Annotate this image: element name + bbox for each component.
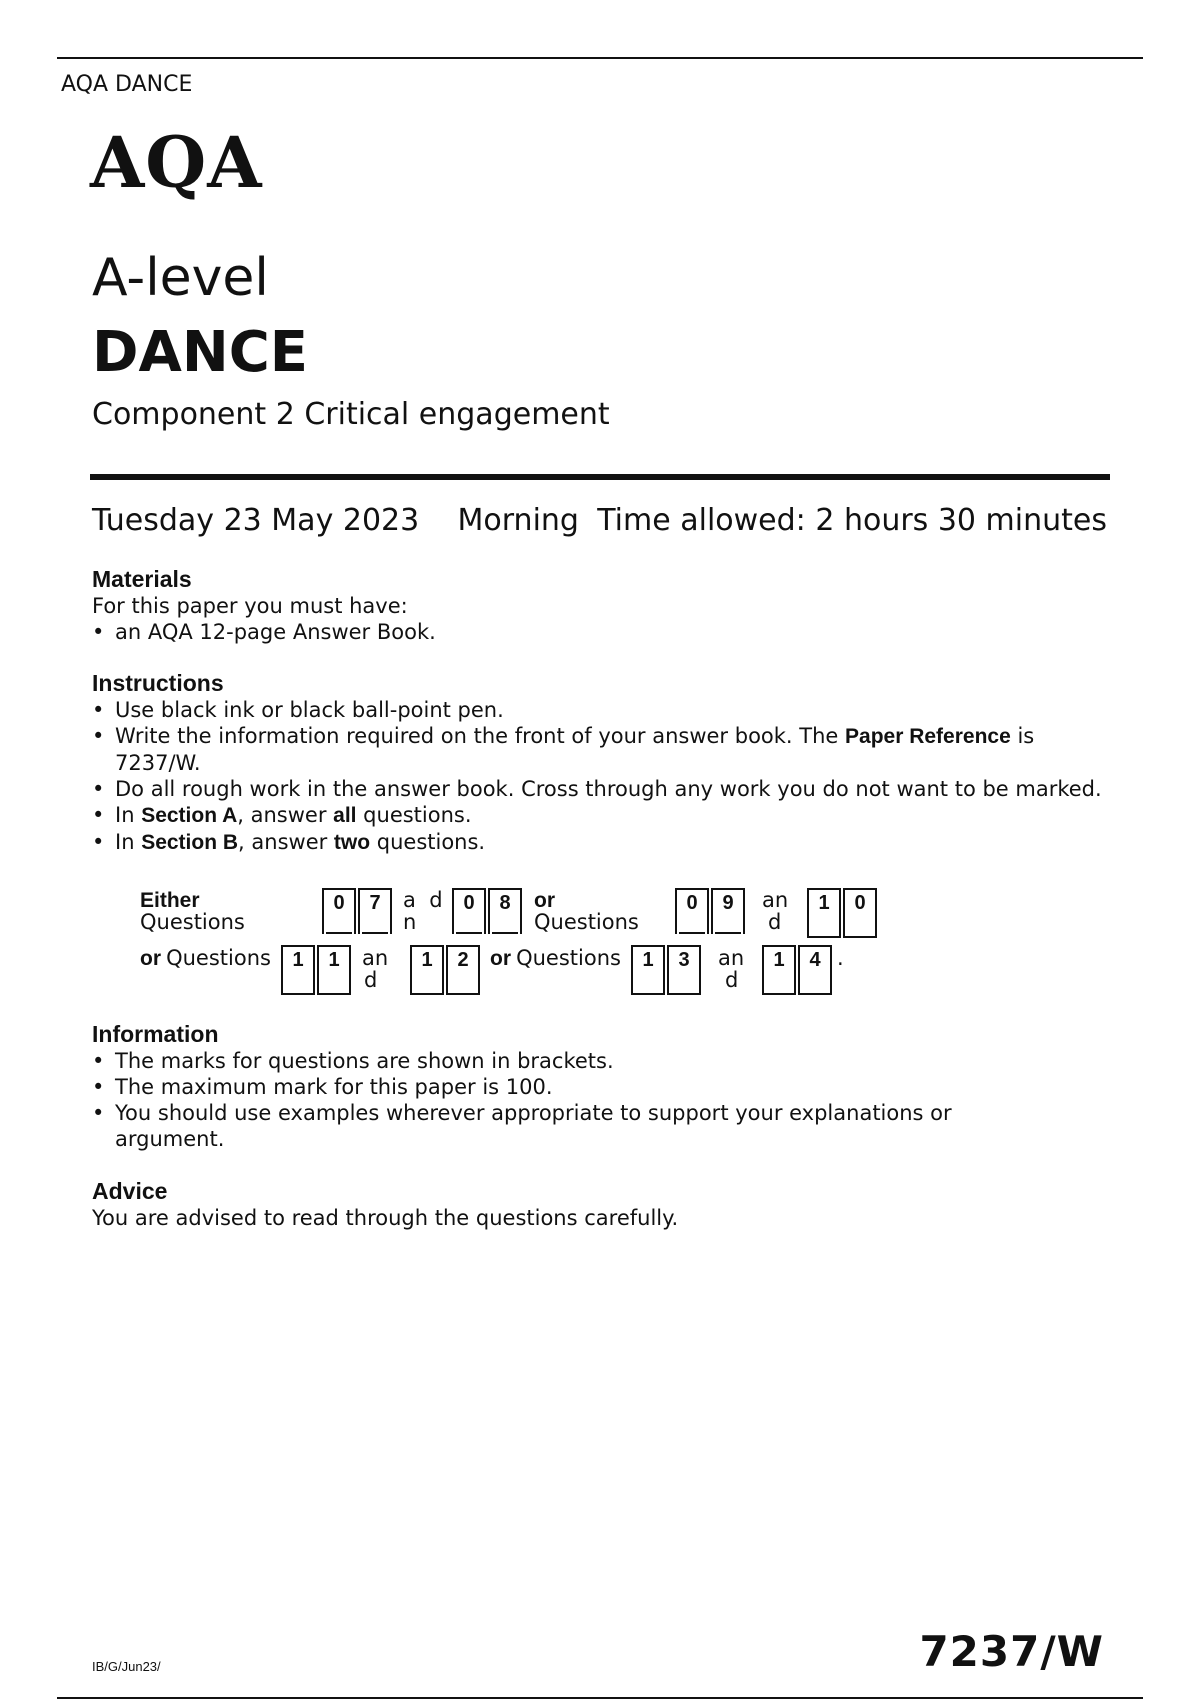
- questions-label: Questions: [534, 910, 639, 934]
- question-13-digit: 3: [667, 945, 701, 995]
- or-questions-label: [490, 947, 621, 971]
- paper-reference-label: Paper Reference: [845, 725, 1011, 748]
- and-label: d: [364, 968, 378, 992]
- instruction-text: , answer: [238, 830, 334, 854]
- materials-item: • an AQA 12-page Answer Book.: [92, 619, 1112, 645]
- and-label: an: [718, 946, 745, 970]
- time-allowed: Time allowed: 2 hours 30 minutes: [597, 503, 1107, 538]
- and-label: a d: [403, 888, 443, 912]
- section-a-label: Section A: [141, 804, 238, 827]
- advice-heading: Advice: [92, 1178, 168, 1204]
- materials-section: [92, 566, 1112, 645]
- period-label: .: [837, 946, 844, 970]
- information-item: • The maximum mark for this paper is 100.: [92, 1074, 1112, 1100]
- materials-heading: Materials: [92, 566, 192, 592]
- question-10-digit: 1: [807, 888, 841, 938]
- all-label: all: [333, 804, 357, 827]
- footer-code: IB/G/Jun23/: [92, 1659, 161, 1674]
- bottom-rule: [57, 1697, 1143, 1699]
- instruction-text: , answer: [237, 803, 334, 827]
- instructions-heading: Instructions: [92, 670, 224, 696]
- header-label: AQA DANCE: [61, 72, 193, 97]
- materials-list: [92, 619, 1112, 645]
- exam-date: Tuesday 23 May 2023: [92, 503, 420, 538]
- aqa-logo: AQA: [90, 121, 263, 204]
- question-09-digit: 9: [711, 888, 745, 934]
- instruction-item: [92, 829, 1112, 856]
- question-12-digit: 1: [410, 945, 444, 995]
- questions-label: Questions: [166, 946, 271, 970]
- instruction-item: • Use black ink or black ball-point pen.: [92, 697, 1112, 723]
- questions-label: Questions: [140, 910, 245, 934]
- instruction-item: • Do all rough work in the answer book. Cross through any work you do not want to be marked.: [92, 776, 1112, 802]
- questions-label: Questions: [516, 946, 621, 970]
- paper-reference-code: 7237/W: [919, 1627, 1104, 1676]
- or-label: or: [140, 947, 161, 970]
- question-08-digit: 8: [488, 888, 522, 934]
- instruction-item: [92, 723, 1112, 776]
- instruction-text: questions.: [370, 830, 486, 854]
- instruction-text: is 7237/W.: [115, 724, 1035, 775]
- information-heading: Information: [92, 1021, 219, 1047]
- question-13-digit: 1: [631, 945, 665, 995]
- title-divider: [90, 474, 1110, 480]
- instruction-text: In: [115, 830, 142, 854]
- question-08-digit: 0: [452, 888, 486, 934]
- question-14-digit: 4: [798, 945, 832, 995]
- exam-details: [92, 503, 1107, 538]
- and-label: n: [403, 910, 417, 934]
- top-rule: [57, 57, 1143, 59]
- question-14-digit: 1: [762, 945, 796, 995]
- question-10-digit: 0: [843, 888, 877, 938]
- question-11-digit: 1: [317, 945, 351, 995]
- instructions-list: [92, 697, 1112, 856]
- or-questions-label: [140, 947, 271, 971]
- information-item: • The marks for questions are shown in brackets.: [92, 1048, 1112, 1074]
- question-07-digit: 0: [322, 888, 356, 934]
- question-09-digit: 0: [675, 888, 709, 934]
- information-section: [92, 1021, 1112, 1152]
- instruction-text: In: [115, 803, 142, 827]
- and-label: d: [768, 910, 782, 934]
- and-label: d: [725, 968, 739, 992]
- question-11-digit: 1: [281, 945, 315, 995]
- subject-title: DANCE: [92, 320, 309, 385]
- or-label: or: [534, 889, 555, 912]
- instruction-text: Write the information required on the front of your answer book. The: [115, 724, 846, 748]
- instruction-text: questions.: [356, 803, 472, 827]
- advice-text: You are advised to read through the questions carefully.: [92, 1206, 679, 1230]
- two-label: two: [333, 831, 371, 854]
- information-list: [92, 1048, 1112, 1152]
- advice-section: [92, 1178, 1112, 1231]
- information-item: • You should use examples wherever appropriate to support your explanations or argument.: [92, 1100, 1112, 1152]
- instructions-section: [92, 670, 1112, 856]
- qualification-level: A-level: [92, 248, 269, 308]
- and-label: an: [362, 946, 389, 970]
- question-12-digit: 2: [446, 945, 480, 995]
- or-label: or: [490, 947, 511, 970]
- component-title: Component 2 Critical engagement: [92, 397, 610, 432]
- section-b-label: Section B: [141, 831, 239, 854]
- materials-intro: For this paper you must have:: [92, 594, 408, 618]
- instruction-item: [92, 802, 1112, 829]
- and-label: an: [762, 888, 789, 912]
- exam-session: Morning: [457, 503, 579, 538]
- question-07-digit: 7: [358, 888, 392, 934]
- either-label: Either: [140, 889, 200, 912]
